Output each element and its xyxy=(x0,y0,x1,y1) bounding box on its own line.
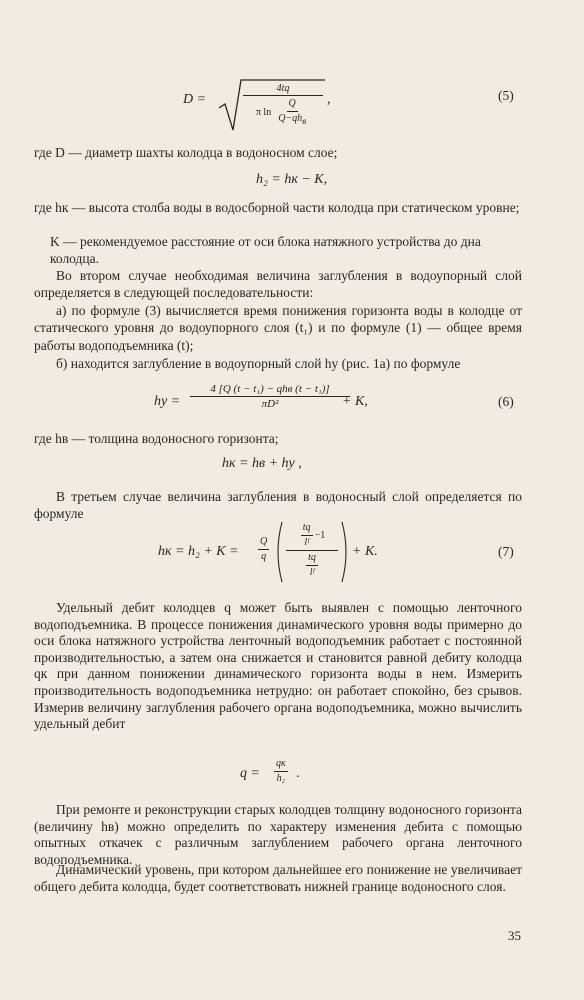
formula-q-num: qк xyxy=(274,758,288,772)
formula-6-lhs: hу = xyxy=(154,394,181,409)
formula-6-numerator: 4 [Q (t − t₁) − qhв (t − t₁)] xyxy=(190,382,350,397)
formula-q-fraction xyxy=(274,758,288,785)
formula-7-lower-inner-den: lᶠ xyxy=(309,567,315,578)
formula-5-numerator: 4tq xyxy=(243,82,323,96)
formula-7-lower-inner-num: tq xyxy=(306,552,318,566)
formula-5-inner-den-sub: в xyxy=(302,116,307,126)
formula-5-trail: , xyxy=(327,92,331,107)
formula-7-big-fraction xyxy=(286,522,338,579)
formula-5-inner-den xyxy=(276,112,308,127)
formula-7-right-paren xyxy=(340,520,350,584)
formula-5-inner-den-text: Q−qh xyxy=(278,113,303,124)
formula-q-den: h₂ xyxy=(276,773,286,784)
formula-5-den-prefix: π ln xyxy=(255,106,272,118)
definition-D: где D — диаметр шахты колодца в водоносном слое; xyxy=(34,145,338,160)
formula-7-upper-inner-num: tq xyxy=(301,522,313,536)
definition-hv: где hв — толщина водоносного горизонта; xyxy=(34,431,279,446)
formula-7-upper-inner-den: lᶠ xyxy=(304,537,309,548)
equation-number-5: (5) xyxy=(498,88,514,103)
formula-7-lower-inner-fraction xyxy=(306,552,318,579)
paragraph-dynamic-level: Динамический уровень, при котором дальнейшее его понижение не увеличивает общего дебита колодца, будет соответствовать нижней границе водоносного слоя. xyxy=(34,862,522,894)
formula-7-q-den: q xyxy=(261,551,267,562)
formula-6-denominator: πD² xyxy=(261,398,279,410)
formula-5-fraction xyxy=(243,82,323,127)
equation-number-7: (7) xyxy=(498,544,514,559)
paragraph-third-case: В третьем случае величина заглубления в водоносный слой определяется по формуле xyxy=(34,489,522,522)
paragraph-repair: При ремонте и реконструкции старых колодцев толщину водоносного горизонта (величину hв) можно определить по характеру изменения дебита с помощью опытных откачек с различным заглублением рабочего органа ленточного водоподъемника. xyxy=(34,802,522,867)
definition-hk: где hк — высота столба воды в водосборной части колодца при статическом уровне; xyxy=(34,200,520,215)
formula-7-tail: + K. xyxy=(352,544,378,559)
paragraph-second-case: Во втором случае необходимая величина заглубления в водоупорный слой определяется в следующей последовательности: xyxy=(34,268,522,301)
paragraph-item-b: б) находится заглубление в водоупорный слой hу (рис. 1а) по формуле xyxy=(56,356,461,371)
formula-7-q-fraction xyxy=(258,536,269,563)
formula-7-q-num: Q xyxy=(258,536,269,550)
formula-7-big-denominator xyxy=(286,551,338,579)
definition-K: K — рекомендуемое расстояние от оси блока натяжного устройства до дна колодца. xyxy=(50,234,481,266)
formula-7-minus-one: −1 xyxy=(314,530,326,541)
formula-5-denominator xyxy=(243,98,323,127)
formula-q-lhs: q = xyxy=(240,766,260,781)
formula-7-big-numerator xyxy=(286,522,338,551)
equation-number-6: (6) xyxy=(498,394,514,409)
page-number: 35 xyxy=(508,928,521,943)
formula-hk: hк = hв + hу , xyxy=(222,456,302,471)
formula-6-fraction xyxy=(190,382,350,411)
formula-7-upper-inner-fraction xyxy=(301,522,313,549)
paragraph-item-a: а) по формуле (3) вычисляется время понижения горизонта воды в колодце от статического уровня до водоупорного слоя (t₁) и по формуле (1) — общее время работы водоподъемника (t); xyxy=(34,303,522,353)
formula-5-inner-fraction xyxy=(276,98,308,127)
formula-q-tail: . xyxy=(296,766,300,781)
formula-7-lhs: hк = h₂ + K = xyxy=(158,544,239,559)
formula-h2: h₂ = hк − K, xyxy=(256,172,328,187)
paragraph-specific-yield: Удельный дебит колодцев q может быть выявлен с помощью ленточного водоподъемника. В процессе понижения динамического уровня воды примерно до оси блока натяжного устройства ленточный водоподъемник работает с постоянной производительностью, а затем она снижается и становится равной дебиту колодца qк при данном понижении динамического горизонта воды в нем. Измерить производительность водоподъемника нетрудно: он работает спокойно, без срывов. Измерив величину заглубления рабочего органа водоподъемника, можно вычислить удельный дебит xyxy=(34,600,522,732)
formula-5-lhs: D = xyxy=(183,92,207,107)
formula-6-tail: + K, xyxy=(342,394,368,409)
formula-5-inner-num: Q xyxy=(287,98,298,112)
formula-7-left-paren xyxy=(274,520,284,584)
